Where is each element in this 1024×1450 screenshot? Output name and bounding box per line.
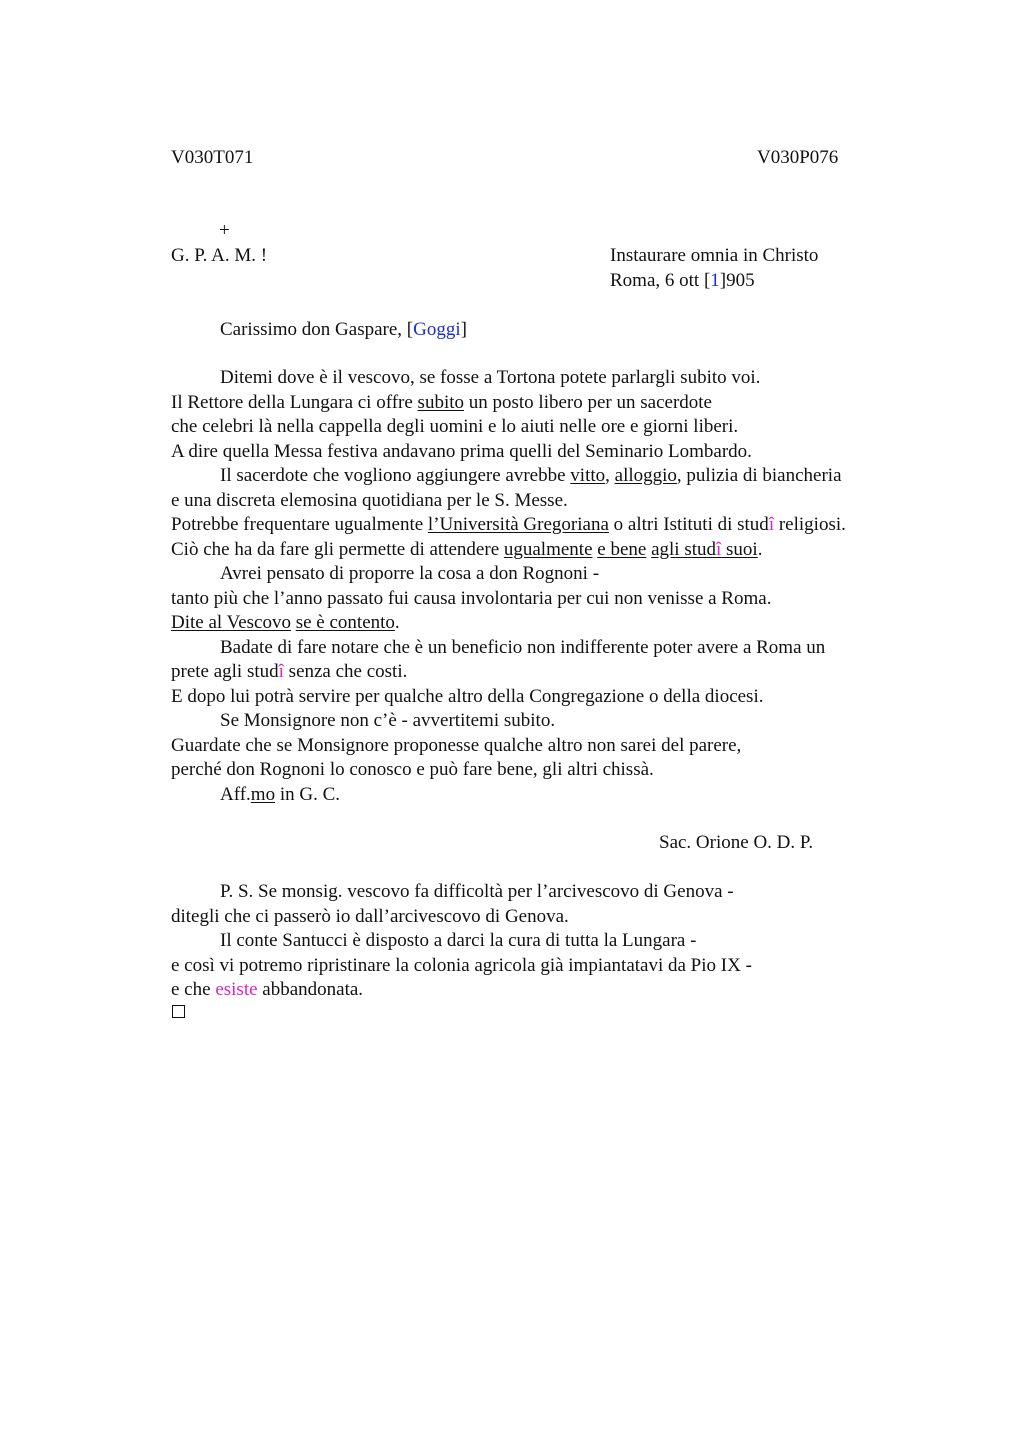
- postscript-line: e che esiste abbandonata.: [171, 979, 364, 1000]
- underlined-text: ugualmente: [503, 538, 593, 560]
- document-code-right: V030P076: [757, 147, 839, 168]
- underlined-text: agli studî suoi: [651, 538, 758, 560]
- postscript-line: Il conte Santucci è disposto a darci la cura di tutta la Lungara -: [220, 930, 697, 951]
- magenta-annotation: î: [278, 661, 284, 682]
- underlined-text: se è contento: [295, 612, 395, 633]
- date-prefix: Roma, 6 ott [: [610, 270, 711, 291]
- document-code-left: V030T071: [171, 147, 254, 168]
- magenta-annotation: î: [716, 538, 722, 560]
- magenta-annotation: esiste: [215, 979, 258, 1000]
- greeting: [220, 318, 467, 343]
- opening-invocation: G. P. A. M. !: [171, 245, 268, 266]
- underlined-text: mo: [250, 783, 276, 805]
- body-line: perché don Rognoni lo conosco e può fare bene, gli altri chissà.: [171, 759, 654, 780]
- body-line: Dite al Vescovo se è contento.: [171, 612, 400, 633]
- body-line: Avrei pensato di proporre la cosa a don Rognoni -: [220, 563, 600, 584]
- body-line: tanto più che l’anno passato fui causa involontaria per cui non venisse a Roma.: [171, 587, 772, 609]
- underlined-text: Dite al Vescovo: [171, 612, 291, 633]
- greeting-editorial-name: Goggi: [413, 319, 461, 340]
- closing-line: Aff.mo in G. C.: [220, 783, 341, 805]
- body-line: prete agli studî senza che costi.: [171, 661, 408, 682]
- postscript: [171, 880, 752, 1003]
- underlined-text: vitto: [570, 465, 606, 486]
- postscript-line: ditegli che ci passerò io dall’arcivescovo di Genova.: [171, 905, 569, 927]
- end-of-text-box-icon: [172, 1005, 185, 1018]
- date-editorial-digit: 1: [710, 270, 720, 291]
- date-suffix: ]905: [719, 270, 755, 291]
- postscript-line: P. S. Se monsig. vescovo fa difficoltà per l’arcivescovo di Genova -: [220, 881, 734, 902]
- body-line: Ditemi dove è il vescovo, se fosse a Tortona potete parlargli subito voi.: [220, 367, 761, 388]
- letter-body: [171, 366, 846, 807]
- body-line: Ciò che ha da fare gli permette di attendere ugualmente e bene agli studî suoi.: [171, 538, 763, 560]
- body-line: Guardate che se Monsignore proponesse qualche altro non sarei del parere,: [171, 734, 742, 756]
- underlined-text: l’Università Gregoriana: [427, 514, 609, 535]
- body-line: E dopo lui potrà servire per qualche altro della Congregazione o della diocesi.: [171, 685, 764, 707]
- motto: Instaurare omnia in Christo: [610, 245, 819, 266]
- magenta-annotation: î: [768, 514, 775, 535]
- body-line: Il sacerdote che vogliono aggiungere avrebbe vitto, alloggio, pulizia di biancheria: [220, 465, 842, 486]
- signature: Sac. Orione O. D. P.: [659, 832, 814, 853]
- body-line: che celebri là nella cappella degli uomini e lo aiuti nelle ore e giorni liberi.: [171, 416, 739, 437]
- body-line: Il Rettore della Lungara ci offre subito un posto libero per un sacerdote: [171, 391, 712, 413]
- body-line: Potrebbe frequentare ugualmente l’Università Gregoriana o altri Istituti di studî religiosi.: [171, 514, 846, 535]
- postscript-line: e così vi potremo ripristinare la colonia agricola già impiantatavi da Pio IX -: [171, 954, 752, 976]
- greeting-prefix: Carissimo don Gaspare, [: [220, 319, 414, 340]
- cross-mark: +: [219, 220, 230, 241]
- body-line: Se Monsignore non c’è - avvertitemi subito.: [220, 710, 556, 731]
- body-line: e una discreta elemosina quotidiana per le S. Messe.: [171, 489, 568, 511]
- greeting-suffix: ]: [460, 319, 467, 340]
- body-line: Badate di fare notare che è un beneficio non indifferente poter avere a Roma un: [220, 636, 826, 658]
- underlined-text: subito: [417, 391, 464, 413]
- underlined-text: e bene: [597, 538, 647, 560]
- body-line: A dire quella Messa festiva andavano prima quelli del Seminario Lombardo.: [171, 440, 752, 462]
- underlined-text: alloggio: [614, 465, 677, 486]
- date-line: [610, 269, 755, 294]
